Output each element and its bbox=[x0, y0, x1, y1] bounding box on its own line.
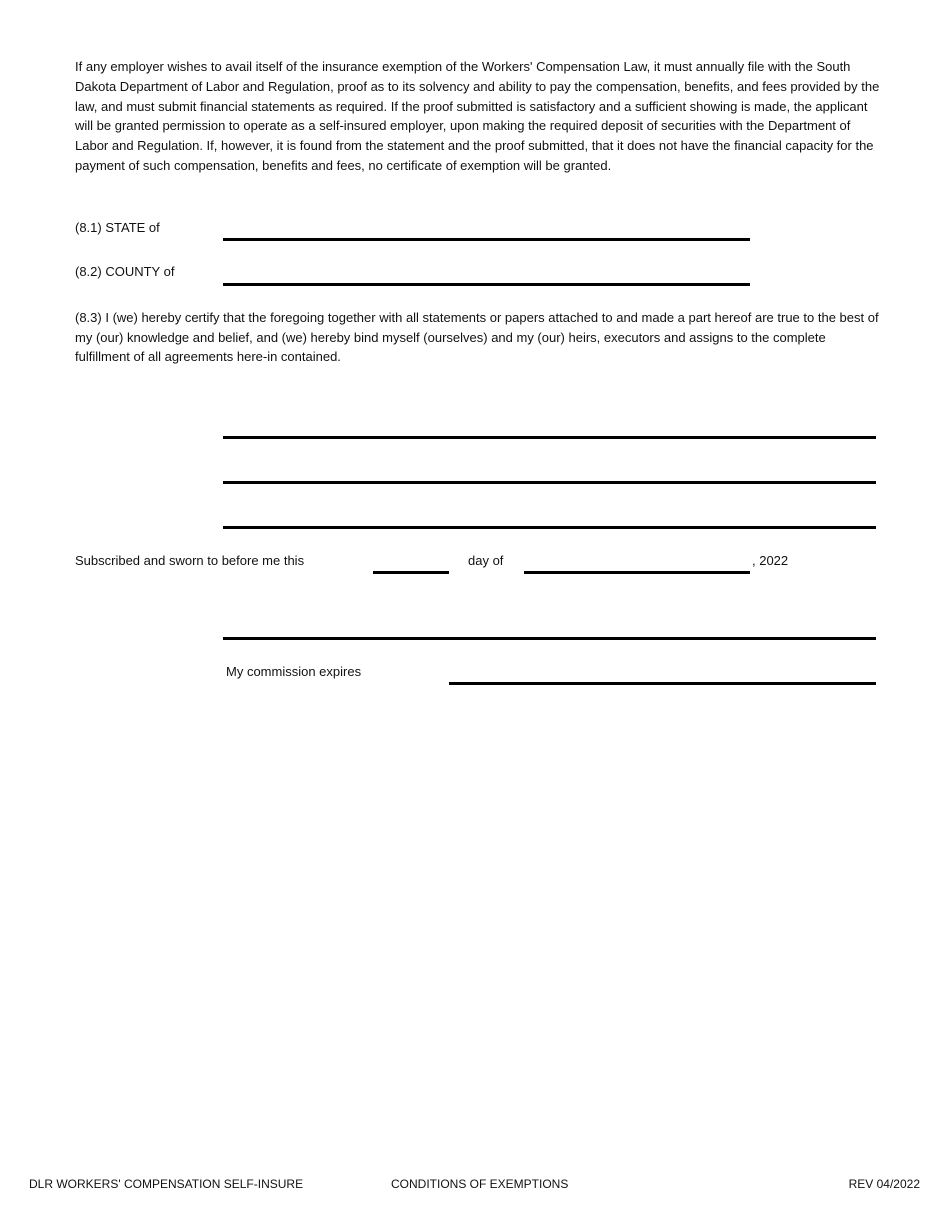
sworn-month-field[interactable] bbox=[524, 571, 750, 574]
certification-paragraph: (8.3) I (we) hereby certify that the foregoing together with all statements or papers attached to and made a part hereof are true to the best of my (our) knowledge and belief, and (we) hereby bind myself (ourselves) and my (our) heirs, executors and assigns to the complete fulfillment of all agreements here-in contained. bbox=[75, 310, 879, 364]
footer-left: DLR WORKERS' COMPENSATION SELF-INSURE bbox=[29, 1177, 304, 1191]
intro-paragraph: If any employer wishes to avail itself of the insurance exemption of the Workers' Compensation Law, it must annually file with the South Dakota Department of Labor and Regulation, proof as to its solvency and ability to pay the compensation, benefits, and fees provided by the law, and must submit financial statements as required. If the proof submitted is satisfactory and a sufficient showing is made, the applicant will be granted permission to operate as a self-insured employer, upon making the required deposit of securities with the Department of Labor and Regulation. If, however, it is found from the statement and the proof submitted, that it does not have the financial capacity for the payment of such compensation, benefits and fees, no certificate of exemption will be granted. bbox=[75, 59, 880, 173]
notary-signature-line[interactable] bbox=[223, 637, 876, 640]
footer-right: REV 04/2022 bbox=[848, 1177, 920, 1191]
commission-expires-field[interactable] bbox=[449, 682, 876, 685]
county-label: (8.2) COUNTY of bbox=[75, 264, 175, 279]
sworn-prefix-label: Subscribed and sworn to before me this bbox=[75, 553, 305, 568]
footer-center: CONDITIONS OF EXEMPTIONS bbox=[391, 1177, 569, 1191]
state-label: (8.1) STATE of bbox=[75, 220, 160, 235]
year-suffix-label: , 2022 bbox=[752, 553, 789, 568]
state-field[interactable] bbox=[223, 238, 750, 241]
signature-line-3[interactable] bbox=[223, 526, 876, 529]
sworn-day-field[interactable] bbox=[373, 571, 449, 574]
signature-line-2[interactable] bbox=[223, 481, 876, 484]
day-of-label: day of bbox=[468, 553, 504, 568]
commission-label: My commission expires bbox=[226, 664, 362, 679]
county-field[interactable] bbox=[223, 283, 750, 286]
signature-line-1[interactable] bbox=[223, 436, 876, 439]
